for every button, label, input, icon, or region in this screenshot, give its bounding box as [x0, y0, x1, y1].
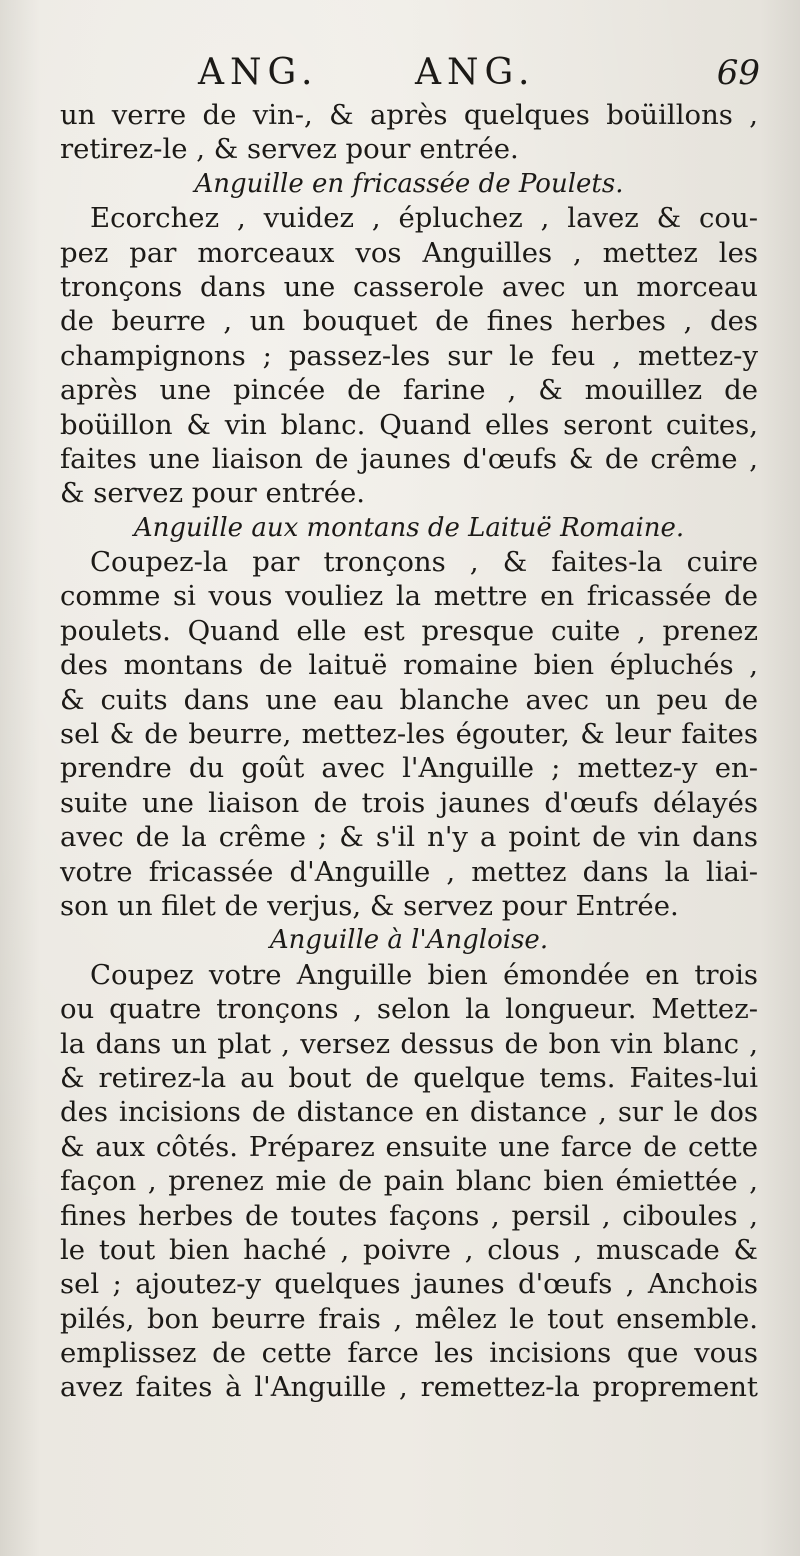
text-line: champignons ; passez-les sur le feu , mettez-y: [60, 339, 758, 372]
text-line: emplissez de cette farce les incisions que vous: [60, 1337, 758, 1370]
text-line: après une pincée de farine , & mouillez de: [60, 374, 758, 407]
text-line: ou quatre tronçons , selon la longueur. Mettez-: [60, 993, 758, 1026]
text-line: des montans de laituë romaine bien épluchés ,: [60, 649, 758, 682]
body-text: [60, 98, 758, 1405]
text-line: Coupez-la par tronçons , & faites-la cuire: [90, 546, 758, 579]
running-head-right: ANG.: [415, 52, 536, 93]
text-line: avez faites à l'Anguille , remettez-la proprement: [60, 1371, 758, 1404]
section-heading: Anguille aux montans de Laituë Romaine.: [133, 512, 685, 543]
text-line: sel & de beurre, mettez-les égouter, & leur faites: [60, 718, 758, 751]
text-line: façon , prenez mie de pain blanc bien émiettée ,: [60, 1165, 758, 1198]
running-head-left: ANG.: [198, 52, 319, 93]
text-line: Coupez votre Anguille bien émondée en trois: [90, 958, 758, 991]
text-line: suite une liaison de trois jaunes d'œufs délayés: [60, 786, 758, 819]
text-line: un verre de vin-, & après quelques boüillons ,: [60, 99, 758, 131]
text-line: comme si vous vouliez la mettre en fricassée de: [60, 580, 758, 613]
text-line: des incisions de distance en distance , sur le dos: [60, 1096, 758, 1129]
text-line: & cuits dans une eau blanche avec un peu de: [60, 683, 758, 716]
text-line: & aux côtés. Préparez ensuite une farce de cette: [60, 1130, 758, 1163]
text-line: prendre du goût avec l'Anguille ; mettez-y en-: [60, 752, 758, 785]
text-line: retirez-le , & servez pour entrée.: [60, 133, 519, 166]
text-line: de beurre , un bouquet de fines herbes , des: [60, 305, 758, 338]
page-header: [0, 48, 800, 98]
section-heading: Anguille à l'Angloise.: [269, 925, 549, 956]
text-line: votre fricassée d'Anguille , mettez dans la liai-: [60, 855, 758, 888]
text-line: avec de la crême ; & s'il n'y a point de vin dans: [60, 821, 758, 854]
page-number: 69: [716, 53, 760, 93]
text-line: pez par morceaux vos Anguilles , mettez les: [60, 236, 758, 269]
text-line: poulets. Quand elle est presque cuite , prenez: [60, 614, 758, 647]
text-line: faites une liaison de jaunes d'œufs & de crême ,: [60, 442, 758, 475]
text-line: son un filet de verjus, & servez pour Entrée.: [60, 889, 679, 922]
text-line: fines herbes de toutes façons , persil , ciboules ,: [60, 1199, 758, 1232]
section-heading: Anguille en fricassée de Poulets.: [194, 168, 624, 199]
text-line: boüillon & vin blanc. Quand elles seront cuites,: [60, 408, 758, 441]
text-line: & servez pour entrée.: [60, 477, 366, 510]
text-line: le tout bien haché , poivre , clous , muscade &: [60, 1233, 758, 1266]
text-line: Ecorchez , vuidez , épluchez , lavez & cou-: [90, 202, 758, 235]
text-line: tronçons dans une casserole avec un morceau: [60, 270, 758, 303]
text-line: la dans un plat , versez dessus de bon vin blanc ,: [60, 1027, 758, 1060]
text-line: sel ; ajoutez-y quelques jaunes d'œufs , Anchois: [60, 1268, 758, 1301]
text-line: & retirez-la au bout de quelque tems. Faites-lui: [60, 1061, 758, 1094]
text-line: pilés, bon beurre frais , mêlez le tout ensemble.: [60, 1302, 758, 1335]
